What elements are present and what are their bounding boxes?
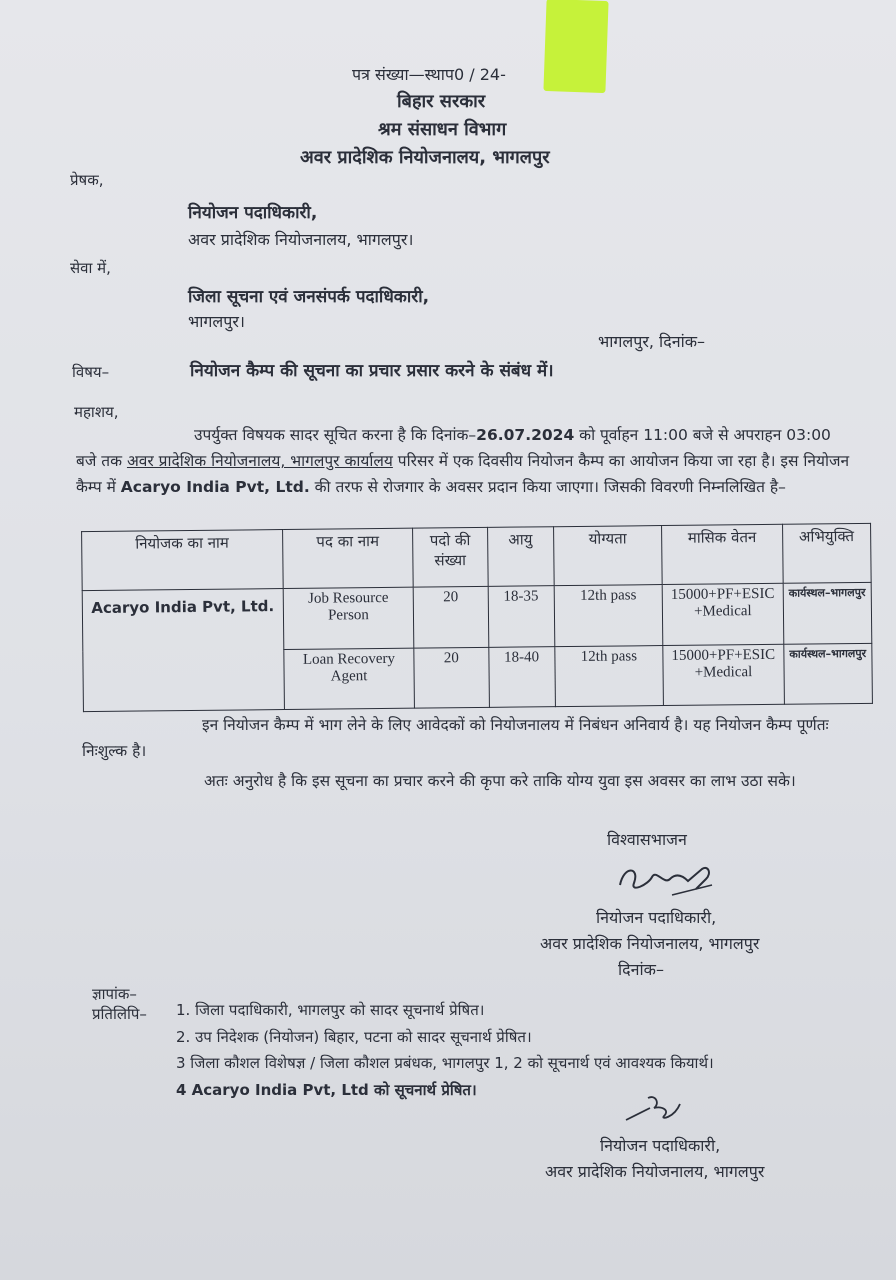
table-header: अभियुक्ति — [782, 523, 871, 583]
copy-item-4: 4 Acaryo India Pvt, Ltd को सूचनार्थ प्रेषित। — [176, 1081, 477, 1099]
age-range: 18-35 — [488, 586, 555, 647]
letter-number: पत्र संख्या—स्थाप0 / 24- — [352, 65, 506, 84]
place-date: भागलपुर, दिनांक– — [598, 332, 706, 351]
govt-title: बिहार सरकार — [397, 91, 486, 112]
remark: कार्यस्थल–भागलपुर — [783, 643, 872, 704]
employer-name: Acaryo India Pvt, Ltd. — [82, 589, 284, 712]
post-count: 20 — [414, 647, 489, 708]
post-name: Job Resource Person — [283, 587, 414, 649]
copy-label: प्रतिलिपि– — [92, 1005, 147, 1023]
copy-item-2: 2. उप निदेशक (नियोजन) बिहार, पटना को सादर सूचनार्थ प्रेषित। — [176, 1028, 532, 1046]
p1-text-c: परिसर में एक दिवसीय नियोजन कैम्प का आयोजन किया जा रहा है। इस नियोजन कैम्प में — [76, 452, 850, 496]
body-paragraph-1 — [76, 422, 856, 500]
body-paragraph-2: इन नियोजन कैम्प में भाग लेने के लिए आवेदकों को नियोजनालय में निबंधन अनिवार्य है। यह नियोजन कैम्प पूर्णतः निःशुल्क है। — [82, 716, 829, 760]
p1-text-d: की तरफ से रोजगार के अवसर प्रदान किया जाएगा। जिसकी विवरणी निम्नलिखित है– — [309, 478, 786, 496]
closing-date: दिनांक– — [618, 960, 664, 979]
table-row — [82, 582, 872, 651]
copy-item-3: 3 जिला कौशल विशेषज्ञ / जिला कौशल प्रबंधक, भागलपुर 1, 2 को सूचनार्थ एवं आवश्यक कियार्थ। — [176, 1054, 714, 1072]
p1-text-b: को पूर्वाहन 11:00 बजे से अपराहन 03:00 बजे तक — [76, 426, 831, 470]
camp-date: 26.07.2024 — [476, 426, 575, 444]
sticky-note — [543, 0, 608, 93]
department-title: श्रम संसाधन विभाग — [378, 119, 507, 140]
qualification: 12th pass — [554, 585, 663, 647]
closing-title: नियोजन पदाधिकारी, — [596, 908, 717, 927]
job-table — [81, 523, 873, 712]
body-paragraph-3: अतः अनुरोध है कि इस सूचना का प्रचार करने की कृपा करे ताकि योग्य युवा इस अवसर का लाभ उठा सके। — [204, 772, 796, 790]
footer-office: अवर प्रादेशिक नियोजनालय, भागलपुर — [545, 1162, 765, 1181]
memo-label: ज्ञापांक– — [92, 985, 137, 1003]
qualification: 12th pass — [555, 645, 664, 707]
age-range: 18-40 — [488, 646, 555, 707]
recipient-place: भागलपुर। — [188, 312, 245, 331]
table-header: नियोजक का नाम — [82, 530, 283, 591]
table-header: मासिक वेतन — [662, 524, 783, 584]
table-header: आयु — [487, 527, 554, 587]
footer-title: नियोजन पदाधिकारी, — [600, 1136, 721, 1155]
salutation: महाशय, — [74, 403, 119, 421]
table-header: पद का नाम — [282, 528, 413, 588]
subject-text: नियोजन कैम्प की सूचना का प्रचार प्रसार करने के संबंध में। — [190, 361, 554, 381]
remark: कार्यस्थल–भागलपुर — [783, 582, 872, 643]
subject-label: विषय– — [72, 363, 110, 381]
salary: 15000+PF+ESIC+Medical — [662, 583, 783, 645]
company-name: Acaryo India Pvt, Ltd. — [120, 478, 310, 496]
post-count: 20 — [413, 586, 488, 647]
sender-office: अवर प्रादेशिक नियोजनालय, भागलपुर। — [188, 230, 414, 249]
table-header: पदो की संख्या — [413, 527, 488, 587]
recipient-label: सेवा में, — [70, 259, 111, 277]
camp-venue: अवर प्रादेशिक नियोजनालय, भागलपुर कार्यालय — [126, 452, 393, 470]
closing-office: अवर प्रादेशिक नियोजनालय, भागलपुर — [540, 934, 760, 953]
closing-yours: विश्वासभाजन — [607, 830, 687, 849]
signature-mark — [612, 855, 722, 905]
table-header: योग्यता — [553, 526, 662, 586]
post-name: Loan Recovery Agent — [284, 648, 415, 710]
initials-mark — [620, 1090, 690, 1126]
sender-label: प्रेषक, — [70, 171, 104, 189]
salary: 15000+PF+ESIC+Medical — [663, 644, 784, 706]
copy-item-1: 1. जिला पदाधिकारी, भागलपुर को सादर सूचनार्थ प्रेषित। — [176, 1001, 485, 1019]
table-header-row — [82, 523, 872, 590]
p1-text-a: उपर्युक्त विषयक सादर सूचित करना है कि दिनांक– — [194, 426, 477, 444]
office-title: अवर प्रादेशिक नियोजनालय, भागलपुर — [300, 147, 550, 168]
sender-title: नियोजन पदाधिकारी, — [188, 203, 318, 223]
recipient-title: जिला सूचना एवं जनसंपर्क पदाधिकारी, — [188, 287, 430, 307]
